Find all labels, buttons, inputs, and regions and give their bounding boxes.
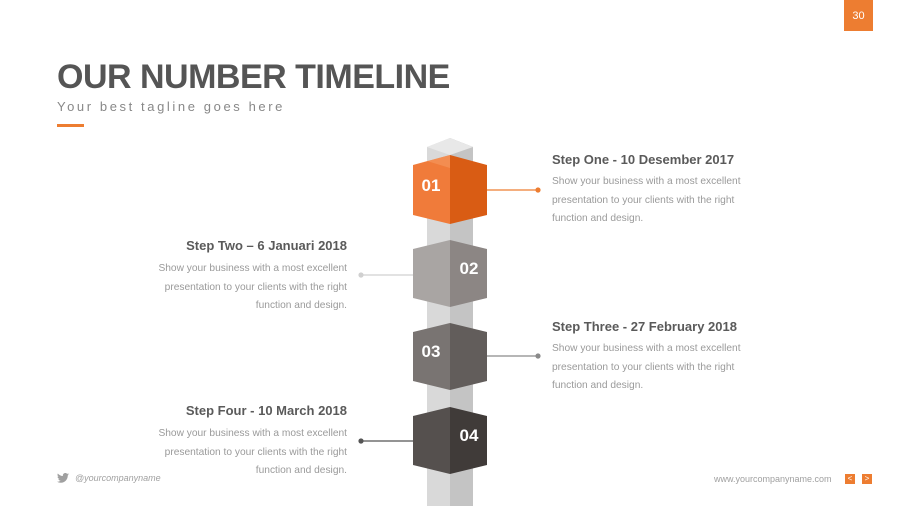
step-desc-two: Show your business with a most excellent presentation to your clients with the right function and design. xyxy=(158,263,347,311)
step-number-01: 01 xyxy=(421,176,441,195)
connector-dot-04 xyxy=(358,438,363,443)
step-desc-four: Show your business with a most excellent presentation to your clients with the right function and design. xyxy=(158,428,347,476)
title-accent-line xyxy=(57,124,84,127)
footer-twitter[interactable] xyxy=(57,473,161,483)
page-number: 30 xyxy=(844,0,873,31)
step-desc-one: Show your business with a most excellent presentation to your clients with the right function and design. xyxy=(552,176,741,224)
connector-dot-01 xyxy=(535,187,540,192)
connector-lines xyxy=(355,180,545,450)
twitter-icon xyxy=(57,473,69,483)
next-slide-button[interactable]: > xyxy=(862,474,872,484)
page-title: OUR NUMBER TIMELINE xyxy=(57,58,450,96)
step-title-four: Step Four - 10 March 2018 xyxy=(185,403,347,418)
step-number-02: 02 xyxy=(459,259,479,278)
twitter-handle: @yourcompanyname xyxy=(75,473,161,483)
footer-website[interactable]: www.yourcompanyname.com xyxy=(714,474,832,484)
step-title-three: Step Three - 27 February 2018 xyxy=(552,319,737,334)
step-desc-three: Show your business with a most excellent presentation to your clients with the right function and design. xyxy=(552,343,741,391)
prev-slide-button[interactable]: < xyxy=(845,474,855,484)
page-tagline: Your best tagline goes here xyxy=(57,99,286,114)
connector-dot-03 xyxy=(535,353,540,358)
step-title-one: Step One - 10 Desember 2017 xyxy=(552,152,735,167)
step-number-04: 04 xyxy=(459,426,479,445)
step-number-03: 03 xyxy=(421,342,441,361)
connector-dot-02 xyxy=(358,272,363,277)
step-title-two: Step Two – 6 Januari 2018 xyxy=(186,238,347,253)
